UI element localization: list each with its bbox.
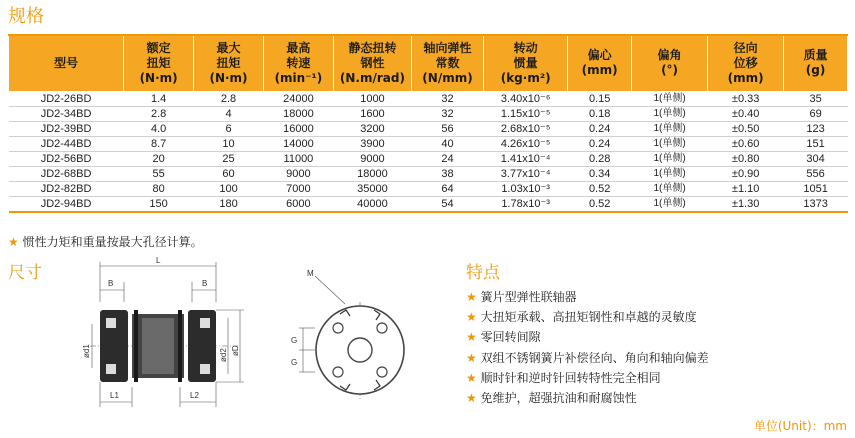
column-header-line: 扭矩	[146, 55, 171, 70]
table-cell: 14000	[263, 136, 333, 151]
label-B-left: B	[108, 279, 114, 288]
table-cell: ±1.30	[708, 196, 784, 212]
column-header-line: 最大	[216, 40, 241, 55]
table-cell: 0.18	[568, 106, 632, 121]
column-header-line: (N/mm)	[422, 70, 473, 85]
table-row	[9, 151, 848, 166]
table-row	[9, 166, 848, 181]
table-row	[9, 181, 848, 196]
column-header-line: (°)	[661, 63, 679, 78]
star-icon: ★	[8, 235, 19, 249]
coupling-front-view-drawing	[285, 266, 425, 416]
column-header-line: 质量	[803, 48, 828, 63]
column-header	[263, 35, 333, 91]
table-cell: 3200	[333, 121, 411, 136]
feature-text: 免维护，超强抗油和耐腐蚀性	[480, 391, 637, 406]
table-cell: 123	[784, 121, 848, 136]
column-header	[632, 35, 708, 91]
table-cell: 1(单侧)	[632, 151, 708, 166]
column-header	[483, 35, 567, 91]
column-header-line: 径向	[733, 40, 758, 55]
column-header-line: 轴向弹性	[423, 40, 472, 55]
table-cell: 1373	[784, 196, 848, 212]
column-header-line: 位移	[733, 55, 758, 70]
label-L2: L2	[190, 391, 199, 400]
label-d1: ød1	[82, 344, 91, 358]
table-cell: 4.26x10⁻⁵	[483, 136, 567, 151]
column-header-line: (N·m)	[209, 70, 248, 85]
table-cell: ±0.33	[708, 91, 784, 106]
table-cell: 6	[194, 121, 264, 136]
feature-text: 簧片型弹性联轴器	[480, 290, 577, 304]
star-icon: ★	[466, 370, 477, 385]
column-header-line: 额定	[146, 40, 171, 55]
label-M: M	[307, 269, 314, 278]
note-text: 惯性力矩和重量按最大孔径计算。	[22, 235, 203, 249]
table-cell: 32	[412, 106, 484, 121]
label-G-bottom: G	[291, 358, 298, 367]
table-cell: 0.24	[568, 121, 632, 136]
table-cell: 556	[784, 166, 848, 181]
spec-title: 规格	[8, 6, 44, 27]
star-icon: ★	[466, 330, 477, 345]
feature-item	[466, 368, 709, 388]
table-cell: 1(单侧)	[632, 91, 708, 106]
table-cell: 304	[784, 151, 848, 166]
table-cell: 6000	[263, 196, 333, 212]
column-header	[333, 35, 411, 91]
table-cell: 60	[194, 166, 264, 181]
column-header	[568, 35, 632, 91]
table-cell: 0.28	[568, 151, 632, 166]
star-icon: ★	[466, 391, 477, 406]
column-header	[194, 35, 264, 91]
star-icon: ★	[466, 290, 477, 304]
table-cell: JD2-26BD	[9, 91, 124, 106]
feature-item	[466, 388, 709, 408]
table-cell: 1(单侧)	[632, 181, 708, 196]
column-header-line: (mm)	[581, 63, 618, 78]
table-cell: 1.78x10⁻³	[483, 196, 567, 212]
feature-text: 顺时针和逆时针回转特性完全相同	[480, 370, 661, 385]
feature-item	[466, 307, 709, 327]
table-cell: 35	[784, 91, 848, 106]
table-cell: JD2-34BD	[9, 106, 124, 121]
table-cell: ±0.90	[708, 166, 784, 181]
table-cell: 40000	[333, 196, 411, 212]
table-cell: 56	[412, 121, 484, 136]
table-cell: 1600	[333, 106, 411, 121]
table-cell: 4.0	[124, 121, 194, 136]
table-cell: 1000	[333, 91, 411, 106]
column-header-line: 最高	[286, 40, 311, 55]
table-header-row	[9, 35, 848, 91]
column-header	[412, 35, 484, 91]
feature-item	[466, 348, 709, 368]
star-icon: ★	[466, 350, 477, 365]
table-cell: 9000	[333, 151, 411, 166]
table-cell: 24	[412, 151, 484, 166]
table-cell: JD2-94BD	[9, 196, 124, 212]
table-cell: 7000	[263, 181, 333, 196]
table-cell: 40	[412, 136, 484, 151]
table-cell: 3.77x10⁻⁴	[483, 166, 567, 181]
column-header-line: (kg·m²)	[500, 70, 551, 85]
table-cell: ±0.40	[708, 106, 784, 121]
column-header-line: 静态扭转	[348, 40, 397, 55]
table-row	[9, 136, 848, 151]
column-header	[124, 35, 194, 91]
spec-table	[8, 34, 848, 213]
feature-text: 零回转间隙	[480, 330, 541, 345]
table-cell: 1(单侧)	[632, 106, 708, 121]
table-cell: 0.34	[568, 166, 632, 181]
column-header-line: 常数	[435, 55, 460, 70]
dimensions-title: 尺寸	[8, 263, 42, 283]
column-header-line: 惯量	[513, 55, 538, 70]
table-cell: 54	[412, 196, 484, 212]
star-icon: ★	[466, 310, 477, 325]
table-cell: 0.24	[568, 136, 632, 151]
table-cell: 1.15x10⁻⁵	[483, 106, 567, 121]
table-cell: 18000	[263, 106, 333, 121]
column-header	[9, 35, 124, 91]
label-D: øD	[231, 345, 240, 356]
table-cell: 3.40x10⁻⁶	[483, 91, 567, 106]
column-header-line: (mm)	[727, 70, 764, 85]
table-cell: JD2-44BD	[9, 136, 124, 151]
table-cell: 150	[124, 196, 194, 212]
column-header-line: (N.m/rad)	[339, 70, 405, 85]
note	[8, 233, 203, 250]
table-cell: ±0.60	[708, 136, 784, 151]
table-cell: 16000	[263, 121, 333, 136]
table-cell: 24000	[263, 91, 333, 106]
column-header-line: 型号	[54, 55, 79, 70]
column-header-line: 转速	[286, 55, 311, 70]
table-cell: 1(单侧)	[632, 196, 708, 212]
table-cell: ±1.10	[708, 181, 784, 196]
table-cell: 9000	[263, 166, 333, 181]
unit-label: 单位(Unit)：mm	[753, 419, 847, 433]
coupling-side-view-drawing	[70, 252, 260, 422]
table-cell: 0.15	[568, 91, 632, 106]
table-cell: 1(单侧)	[632, 166, 708, 181]
table-cell: 2.8	[194, 91, 264, 106]
column-header-line: (g)	[805, 63, 826, 78]
column-header	[784, 35, 848, 91]
feature-item	[466, 287, 709, 307]
table-cell: 64	[412, 181, 484, 196]
table-cell: 38	[412, 166, 484, 181]
table-cell: ±0.50	[708, 121, 784, 136]
feature-text: 双组不锈钢簧片补偿径向、角向和轴向偏差	[480, 350, 709, 365]
features-list	[466, 287, 709, 408]
table-cell: JD2-56BD	[9, 151, 124, 166]
table-cell: 2.8	[124, 106, 194, 121]
table-cell: 1.41x10⁻⁴	[483, 151, 567, 166]
table-cell: ±0.80	[708, 151, 784, 166]
table-cell: 69	[784, 106, 848, 121]
table-cell: 80	[124, 181, 194, 196]
table-cell: 8.7	[124, 136, 194, 151]
table-cell: 18000	[333, 166, 411, 181]
label-L: L	[156, 256, 161, 265]
table-cell: 1.4	[124, 91, 194, 106]
table-cell: 2.68x10⁻⁵	[483, 121, 567, 136]
table-cell: 4	[194, 106, 264, 121]
table-cell: 180	[194, 196, 264, 212]
column-header-line: 扭矩	[216, 55, 241, 70]
table-cell: 100	[194, 181, 264, 196]
table-cell: 1(单侧)	[632, 136, 708, 151]
column-header-line: (min⁻¹)	[274, 70, 323, 85]
column-header-line: (N·m)	[139, 70, 178, 85]
label-d2: ød2	[219, 348, 228, 362]
table-row	[9, 196, 848, 212]
feature-item	[466, 327, 709, 347]
table-cell: JD2-68BD	[9, 166, 124, 181]
column-header-line: 偏角	[657, 48, 682, 63]
table-cell: 35000	[333, 181, 411, 196]
table-row	[9, 91, 848, 106]
table-cell: 25	[194, 151, 264, 166]
column-header	[708, 35, 784, 91]
table-cell: 20	[124, 151, 194, 166]
table-cell: 1(单侧)	[632, 121, 708, 136]
table-row	[9, 121, 848, 136]
label-G-top: G	[291, 336, 298, 345]
table-row	[9, 106, 848, 121]
label-B-right: B	[202, 279, 208, 288]
label-L1: L1	[110, 391, 119, 400]
table-cell: JD2-82BD	[9, 181, 124, 196]
table-cell: 55	[124, 166, 194, 181]
feature-text: 大扭矩承载、高扭矩钢性和卓越的灵敏度	[480, 310, 697, 325]
table-cell: 1.03x10⁻³	[483, 181, 567, 196]
table-cell: 0.52	[568, 181, 632, 196]
table-cell: 3900	[333, 136, 411, 151]
features-title: 特点	[466, 263, 500, 283]
table-cell: 32	[412, 91, 484, 106]
table-cell: JD2-39BD	[9, 121, 124, 136]
table-cell: 11000	[263, 151, 333, 166]
column-header-line: 钢性	[360, 55, 385, 70]
column-header-line: 偏心	[587, 48, 612, 63]
table-cell: 151	[784, 136, 848, 151]
table-cell: 1051	[784, 181, 848, 196]
table-cell: 10	[194, 136, 264, 151]
table-cell: 0.52	[568, 196, 632, 212]
column-header-line: 转动	[513, 40, 538, 55]
